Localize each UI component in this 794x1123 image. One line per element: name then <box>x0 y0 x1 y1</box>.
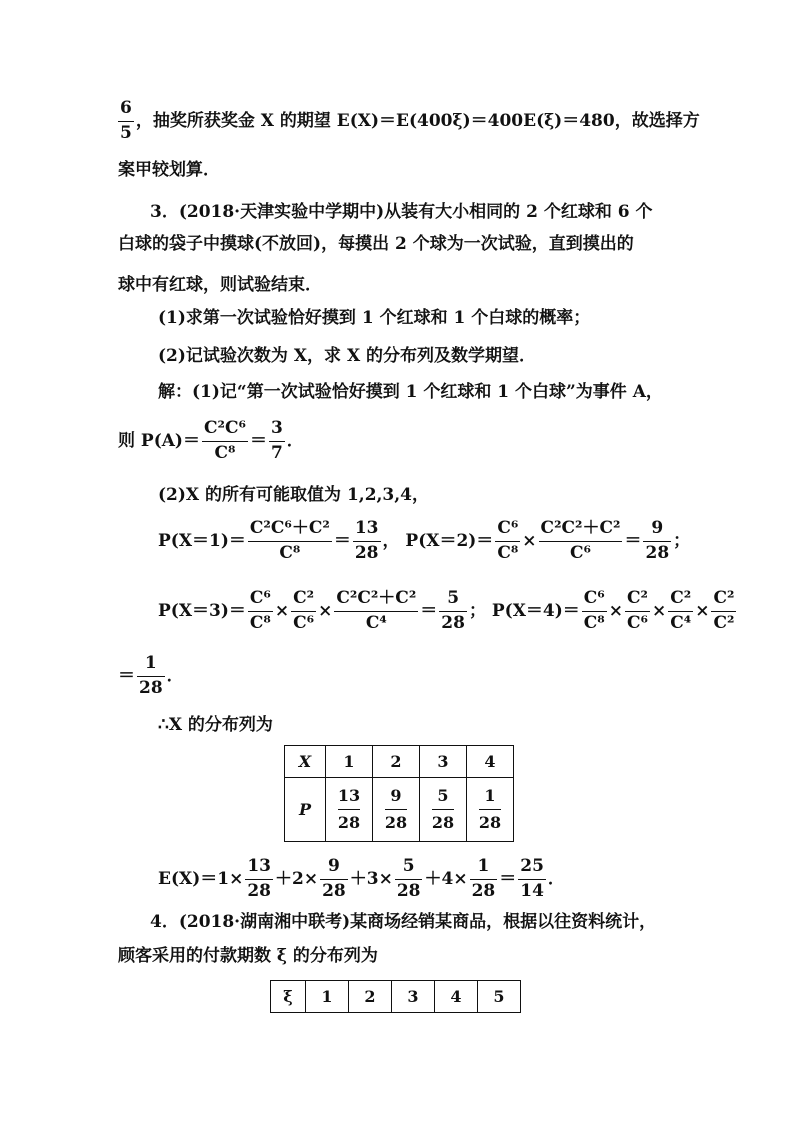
table-cell: $\frac{9}{28}$ <box>373 778 420 842</box>
text: (2)记试验次数为 X，求 X 的分布列及数学期望． <box>158 346 537 366</box>
fraction: $\frac{\text{C⁶}}{\text{C⁸}}$ <box>497 518 519 563</box>
fraction: $\frac{\text{C⁶}}{\text{C⁸}}$ <box>249 588 271 633</box>
text: 球中有红球，则试验结束． <box>118 275 322 295</box>
problem-3-line-1 <box>150 200 652 224</box>
table-cell: 1 <box>326 746 373 778</box>
table-header-x: X <box>285 746 326 778</box>
text: ∴X 的分布列为 <box>158 715 273 735</box>
problem-3-line-2 <box>118 232 634 256</box>
formula-pa: 则 P(A)＝ $\frac{\text{C²C⁶}}{\text{C⁸}}$ ＝ $\frac{3}{7}$ ． <box>118 418 304 463</box>
fraction: $\frac{1}{28}$ <box>139 653 163 698</box>
table-header-xi: ξ <box>271 981 306 1013</box>
question-2 <box>158 344 536 368</box>
fraction: $\frac{\text{C²C²＋C²}}{\text{C⁶}}$ <box>540 518 621 563</box>
line-1 <box>118 100 700 143</box>
table-cell: $\frac{1}{28}$ <box>467 778 514 842</box>
fraction: $\frac{\text{C²}}{\text{C⁶}}$ <box>627 588 648 633</box>
fraction: $\frac{\text{C²C²＋C²}}{\text{C⁴}}$ <box>336 588 417 633</box>
table-cell: 1 <box>306 981 349 1013</box>
fraction: $\frac{5}{28}$ <box>396 856 421 901</box>
fraction: $\frac{\text{C²}}{\text{C²}}$ <box>713 588 735 633</box>
text: ，抽奖所获奖金 X 的期望 E(X)＝E(400ξ)＝400E(ξ)＝480，故选择方 <box>135 110 700 131</box>
distribution-intro <box>158 713 273 737</box>
table-row <box>271 981 521 1013</box>
fraction: $\frac{\text{C²}}{\text{C⁴}}$ <box>670 588 692 633</box>
table-row <box>285 746 514 778</box>
fraction: $\frac{1}{28}$ <box>471 856 496 901</box>
text: (2)X 的所有可能取值为 1,2,3,4， <box>158 485 430 505</box>
table-cell: 3 <box>392 981 435 1013</box>
solution-1 <box>158 380 663 404</box>
table-cell: 4 <box>435 981 478 1013</box>
table-row <box>285 778 514 842</box>
distribution-table <box>284 745 514 842</box>
fraction: $\frac{\text{C²C⁶}}{\text{C⁸}}$ <box>203 418 246 463</box>
text: 3．(2018·天津实验中学期中)从装有大小相同的 2 个红球和 6 个 <box>150 202 653 222</box>
table-header-p: P <box>285 778 326 842</box>
fraction: $\frac{9}{28}$ <box>322 856 346 901</box>
fraction: $\frac{25}{14}$ <box>520 856 544 901</box>
table-cell: $\frac{5}{28}$ <box>420 778 467 842</box>
fraction: $\frac{\text{C²C⁶＋C²}}{\text{C⁸}}$ <box>249 518 330 563</box>
problem-4-line-2 <box>118 944 378 968</box>
problem-3-line-3 <box>118 273 322 297</box>
text: 4．(2018·湖南湘中联考)某商场经销某商品，根据以往资料统计， <box>150 912 657 932</box>
table-cell: 3 <box>420 746 467 778</box>
fraction: $\frac{3}{7}$ <box>270 418 283 463</box>
text: 白球的袋子中摸球(不放回)，每摸出 2 个球为一次试验，直到摸出的 <box>118 234 634 254</box>
table-cell: $\frac{13}{28}$ <box>326 778 373 842</box>
formula-expectation: E(X)＝1× $\frac{13}{28}$ ＋2× $\frac{9}{28}$ ＋3× $\frac{5}{28}$ ＋4× $\frac{1}{28}$ ＝ $\frac{25}{14}$ ． <box>158 856 565 901</box>
fraction: $\frac{\text{C⁶}}{\text{C⁸}}$ <box>583 588 605 633</box>
table-cell: 5 <box>478 981 521 1013</box>
text: 解：(1)记“第一次试验恰好摸到 1 个红球和 1 个白球”为事件 A， <box>158 382 663 402</box>
fraction: $\frac{13}{28}$ <box>354 518 379 563</box>
line-2 <box>118 158 220 182</box>
table-cell: 2 <box>349 981 392 1013</box>
text: 则 P(A)＝ <box>118 430 200 451</box>
table-cell: 4 <box>467 746 514 778</box>
fraction: $\frac{5}{28}$ <box>441 588 465 633</box>
formula-px1-px2: P(X＝1)＝ $\frac{\text{C²C⁶＋C²}}{\text{C⁸}}$ ＝ $\frac{13}{28}$ ， P(X＝2)＝ $\frac{\text{C⁶}}{\text{C⁸}}$ × $\frac{\text{C²C²＋C²}}{\text{C⁶}}$ ＝ $\frac{9}{28}$ ； <box>158 518 691 563</box>
problem-4-line-1 <box>150 910 656 934</box>
text: (1)求第一次试验恰好摸到 1 个红球和 1 个白球的概率； <box>158 308 591 328</box>
table-cell: 2 <box>373 746 420 778</box>
fraction: $\frac{\text{C²}}{\text{C⁶}}$ <box>293 588 315 633</box>
formula-px3-px4: P(X＝3)＝ $\frac{\text{C⁶}}{\text{C⁸}}$ × $\frac{\text{C²}}{\text{C⁶}}$ × $\frac{\text{C²C²＋C²}}{\text{C⁴}}$ ＝ $\frac{5}{28}$ ； P(X＝4)＝ $\frac{\text{C⁶}}{\text{C⁸}}$ × $\frac{\text{C²}}{\text{C⁶}}$ × $\frac{\text{C²}}{\text{C⁴}}$ × $\frac{\text{C²}}{\text{C²}}$ <box>158 588 735 633</box>
fraction: $\frac{9}{28}$ <box>645 518 670 563</box>
xi-distribution-table <box>270 980 521 1013</box>
solution-2 <box>158 483 429 507</box>
question-1 <box>158 306 590 330</box>
text: 顾客采用的付款期数 ξ 的分布列为 <box>118 946 378 966</box>
fraction: $\frac{13}{28}$ <box>247 856 271 901</box>
formula-px4-result: ＝ $\frac{1}{28}$ ． <box>118 653 184 698</box>
text: 案甲较划算． <box>118 160 220 180</box>
fraction: $\frac{6}{5}$ <box>120 98 132 143</box>
